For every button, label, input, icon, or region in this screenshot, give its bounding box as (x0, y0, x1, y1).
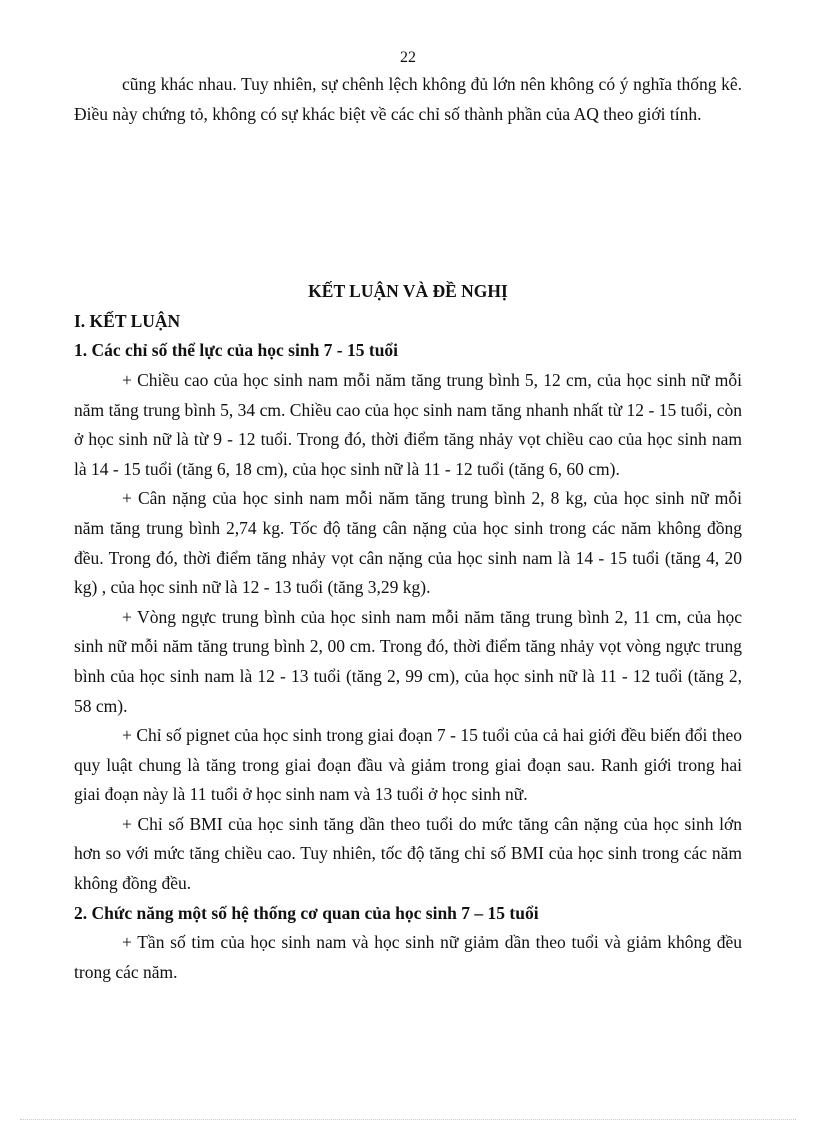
footer-divider (20, 1119, 796, 1120)
paragraph-heart-rate: + Tần số tim của học sinh nam và học sinh nữ giảm dần theo tuổi và giảm không đều trong các năm. (74, 932, 742, 982)
paragraph-weight: + Cân nặng của học sinh nam mỗi năm tăng trung bình 2, 8 kg, của học sinh nữ mỗi năm tăng trung bình 2,74 kg. Tốc độ tăng cân nặng của học sinh trong các năm không đồng đều. Trong đó, thời điểm tăng nhảy vọt cân nặng của học sinh nam là 14 - 15 tuổi (tăng 4, 20 kg) , của học sinh nữ là 12 - 13 tuổi (tăng 3,29 kg). (74, 488, 742, 598)
part-heading-conclusion: I. KẾT LUẬN (74, 310, 181, 331)
paragraph-pignet: + Chỉ số pignet của học sinh trong giai đoạn 7 - 15 tuổi của cả hai giới đều biến đổi theo quy luật chung là tăng trong giai đoạn đầu và giảm trong giai đoạn sau. Ranh giới trong hai giai đoạn này là 11 tuổi ở học sinh nam và 13 tuổi ở học sinh nữ. (74, 725, 742, 805)
section-title: KẾT LUẬN VÀ ĐỀ NGHỊ (308, 281, 508, 302)
page-content (74, 70, 742, 987)
page-number: 22 (400, 49, 416, 66)
paragraph-bmi: + Chỉ số BMI của học sinh tăng dần theo tuổi do mức tăng cân nặng của học sinh lớn hơn so với mức tăng chiều cao. Tuy nhiên, tốc độ tăng chỉ số BMI của học sinh trong các năm không đồng đều. (74, 813, 742, 894)
paragraph-height: + Chiều cao của học sinh nam mỗi năm tăng trung bình 5, 12 cm, của học sinh nữ mỗi năm tăng trung bình 5, 34 cm. Chiều cao của học sinh nam tăng nhanh nhất từ 12 - 15 tuổi, còn ở học sinh nữ là từ 9 - 12 tuổi. Trong đó, thời điểm tăng nhảy vọt chiều cao của học sinh nam là 14 - 15 tuổi (tăng 6, 18 cm), của học sinh nữ là 11 - 12 tuổi (tăng 6, 60 cm). (74, 369, 742, 479)
paragraph-chest: + Vòng ngực trung bình của học sinh nam mỗi năm tăng trung bình 2, 11 cm, của học sinh nữ mỗi năm tăng trung bình 2, 00 cm. Trong đó, thời điểm tăng nhảy vọt vòng ngực trung bình của học sinh nam là 12 - 13 tuổi (tăng 2, 99 cm), của học sinh nữ là 11 - 12 tuổi (tăng 2, 58 cm). (74, 606, 742, 716)
subheading-organ-functions: 2. Chức năng một số hệ thống cơ quan của học sinh 7 – 15 tuổi (74, 902, 539, 923)
intro-paragraph: cũng khác nhau. Tuy nhiên, sự chênh lệch không đủ lớn nên không có ý nghĩa thống kê. Điều này chứng tỏ, không có sự khác biệt về các chỉ số thành phần của AQ theo giới tính. (74, 74, 742, 124)
subheading-physical-indices: 1. Các chỉ số thể lực của học sinh 7 - 15 tuổi (74, 340, 399, 361)
